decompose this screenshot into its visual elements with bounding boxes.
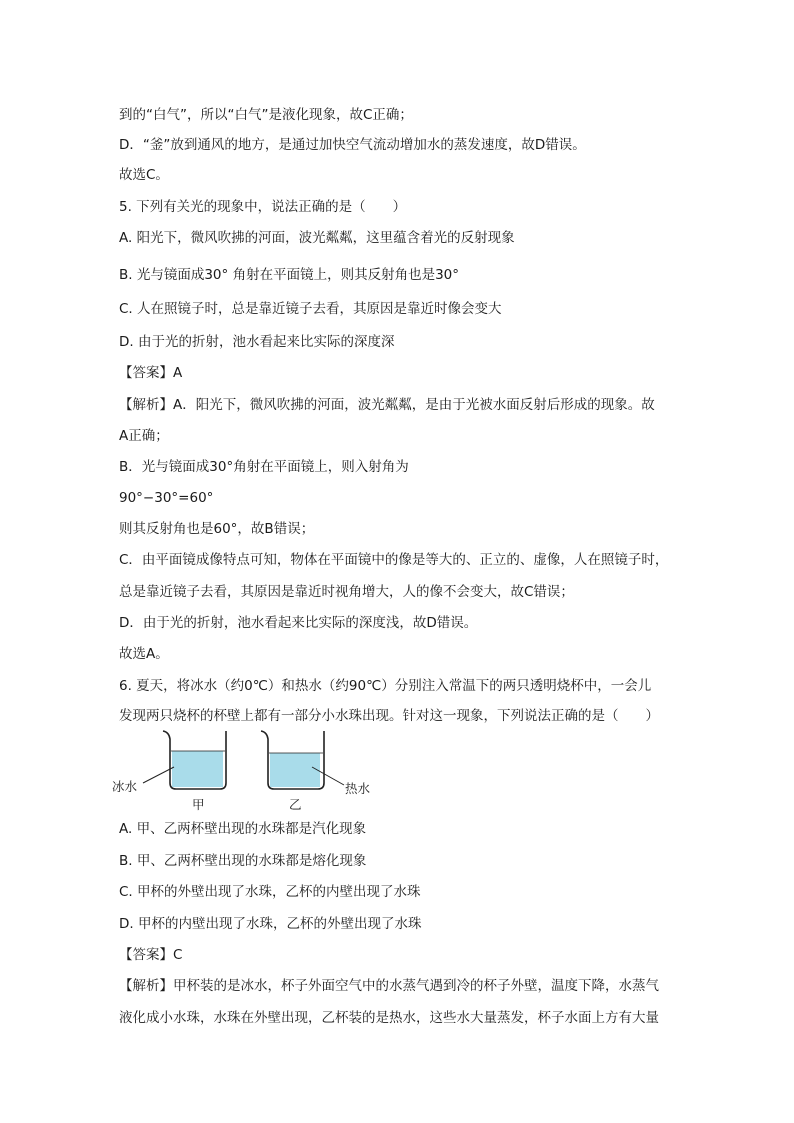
question-6-analysis — [119, 976, 659, 996]
water-icon — [270, 753, 320, 787]
text-line: 液化成小水珠，水珠在外壁出现，乙杯装的是热水，这些水大量蒸发，杯子水面上方有大量 — [119, 1010, 659, 1026]
text-line: C．由平面镜成像特点可知，物体在平面镜中的像是等大的、正立的、虚像，人在照镜子时， — [119, 552, 669, 568]
analysis-tag: 【解析】 — [119, 397, 173, 413]
label-ice-water: 冰水 — [112, 779, 138, 794]
question-6-stem: 6. 夏天，将冰水（约0℃）和热水（约90℃）分别注入常温下的两只透明烧杯中，一会儿 — [119, 678, 652, 694]
text-line: A正确； — [119, 428, 169, 444]
text-line: 到的“白气”，所以“白气”是液化现象，故C正确； — [119, 107, 413, 123]
label-yi: 乙 — [289, 797, 302, 812]
question-6-option-a: A. 甲、乙两杯壁出现的水珠都是汽化现象 — [119, 821, 367, 837]
question-5-answer — [119, 363, 182, 383]
text-line: 则其反射角也是60°，故B错误； — [119, 521, 315, 537]
label-jia: 甲 — [192, 797, 205, 812]
question-6-stem-cont: 发现两只烧杯的杯壁上都有一部分小水珠出现。针对这一现象，下列说法正确的是（ ） — [119, 708, 659, 724]
analysis-text: A．阳光下，微风吹拂的河面，波光粼粼，是由于光被水面反射后形成的现象。故 — [173, 397, 655, 413]
question-5-option-a: A. 阳光下，微风吹拂的河面，波光粼粼，这里蕴含着光的反射现象 — [119, 230, 515, 246]
question-6-option-c: C. 甲杯的外壁出现了水珠，乙杯的内壁出现了水珠 — [119, 884, 421, 900]
text-line: 故选C。 — [119, 167, 169, 183]
beakers-diagram — [112, 727, 382, 817]
text-line: 90°−30°=60° — [119, 490, 214, 506]
text-line: D．“釜”放到通风的地方，是通过加快空气流动增加水的蒸发速度，故D错误。 — [119, 137, 586, 153]
answer-value: C — [173, 947, 183, 963]
water-icon — [172, 751, 223, 787]
text-line: B．光与镜面成30°角射在平面镜上，则入射角为 — [119, 459, 409, 475]
question-5-option-d: D. 由于光的折射，池水看起来比实际的深度深 — [119, 334, 395, 350]
answer-tag: 【答案】 — [119, 365, 173, 381]
answer-tag: 【答案】 — [119, 947, 173, 963]
answer-value: A — [173, 365, 183, 381]
analysis-text: 甲杯装的是冰水，杯子外面空气中的水蒸气遇到冷的杯子外壁，温度下降，水蒸气 — [173, 978, 659, 994]
question-5-analysis — [119, 395, 655, 415]
beaker-jia — [143, 731, 226, 789]
text-line: 故选A。 — [119, 646, 169, 662]
question-6-option-d: D. 甲杯的内壁出现了水珠，乙杯的外壁出现了水珠 — [119, 916, 422, 932]
text-line: 总是靠近镜子去看，其原因是靠近时视角增大，人的像不会变大，故C错误； — [119, 584, 574, 600]
question-5-option-c: C. 人在照镜子时，总是靠近镜子去看，其原因是靠近时像会变大 — [119, 301, 502, 317]
question-5-stem: 5. 下列有关光的现象中，说法正确的是（ ） — [119, 199, 407, 215]
analysis-tag: 【解析】 — [119, 978, 173, 994]
beaker-yi — [261, 731, 344, 789]
question-5-option-b: B. 光与镜面成30° 角射在平面镜上，则其反射角也是30° — [119, 267, 459, 283]
question-6-option-b: B. 甲、乙两杯壁出现的水珠都是熔化现象 — [119, 853, 367, 869]
question-6-answer — [119, 945, 182, 965]
label-hot-water: 热水 — [345, 781, 371, 796]
text-line: D．由于光的折射，池水看起来比实际的深度浅，故D错误。 — [119, 615, 478, 631]
